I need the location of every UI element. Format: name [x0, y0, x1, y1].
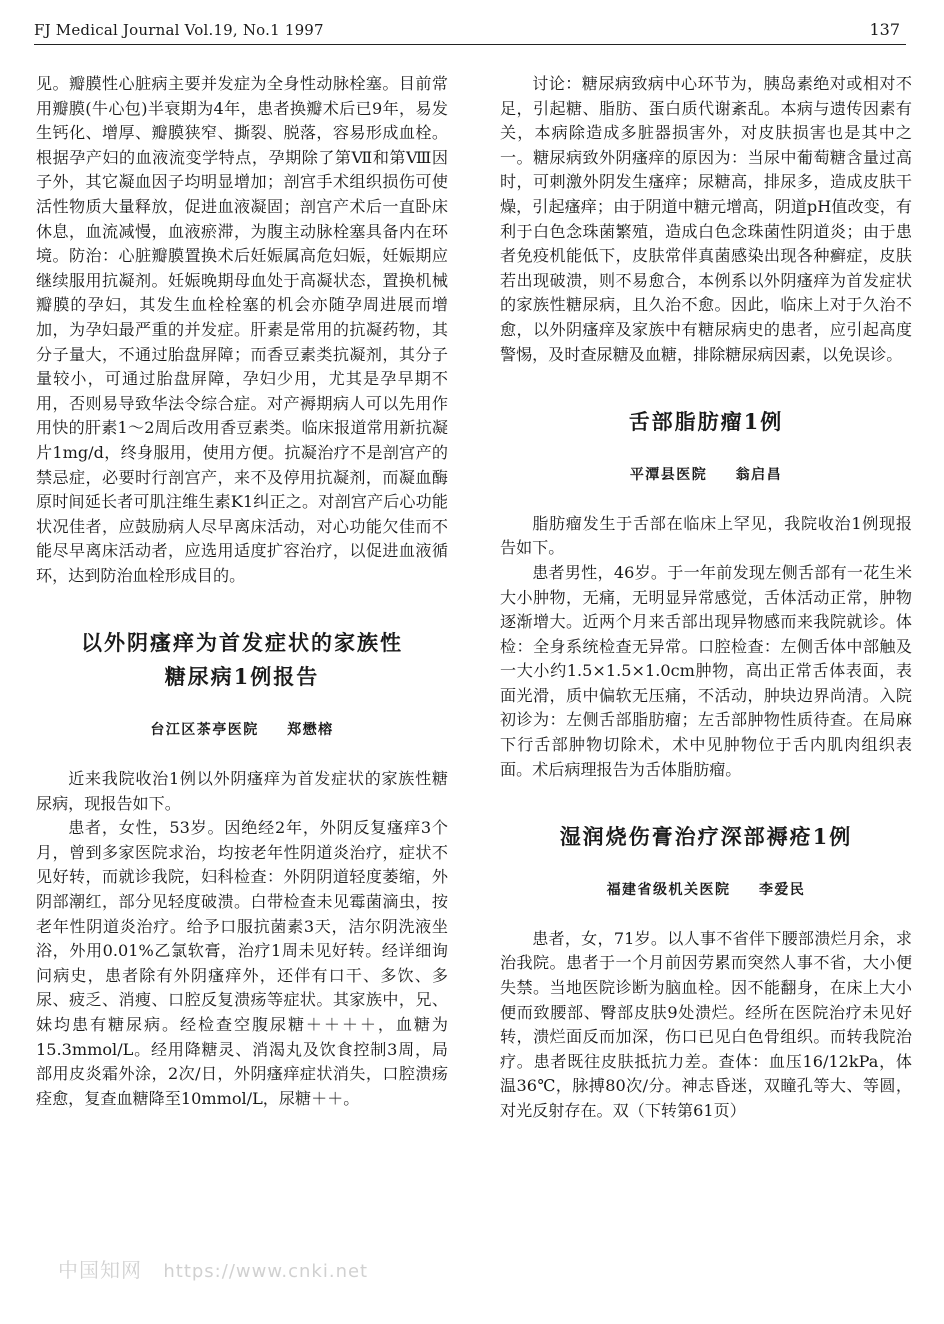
cnki-watermark: [58, 1254, 368, 1283]
left-column: [36, 72, 448, 1111]
discussion-paragraph: 讨论：糖尿病致病中心环节为，胰岛素绝对或相对不足，引起糖、脂肪、蛋白质代谢紊乱。本病与遗传因素有关，本病除造成多脏器损害外，对皮肤损害也是其中之一。糖尿病致外阴瘙痒的原因为：当尿中葡萄糖含量过高时，可刺激外阴发生瘙痒；尿糖高，排尿多，造成皮肤干燥，引起瘙痒；由于阴道中糖元增高，阴道pH值改变，有利于白色念珠菌繁殖，造成白色念珠菌性阴道炎；由于患者免疫机能低下，皮肤常伴真菌感染出现各种癣症，皮肤若出现破溃，则不易愈合，本例系以外阴瘙痒为首发症状的家族性糖尿病，且久治不愈。因此，临床上对于久治不愈，以外阴瘙痒及家族中有糖尿病史的患者，应引起高度警惕，及时查尿糖及血糖，排除糖尿病因素，以免误诊。: [500, 74, 912, 364]
article-paragraph: 近来我院收治1例以外阴瘙痒为首发症状的家族性糖尿病，现报告如下。: [36, 769, 448, 813]
hospital-name: 台江区茶亭医院: [150, 722, 259, 739]
author-name: 李爱民: [758, 882, 806, 899]
right-column: [500, 72, 912, 1124]
article-paragraph: 患者，女，71岁。以人事不省伴下腰部溃烂月余，求治我院。患者于一个月前因劳累而突然人事不省，大小便失禁。当地医院诊断为脑血栓。因不能翻身，在床上大小便而致腰部、臀部皮肤9处溃烂。经所在医院治疗未见好转，溃烂面反而加深，伤口已见白色骨组织。而转我院治疗。患者既往皮肤抵抗力差。查体：血压16/12kPa，体温36℃，脉搏80次/分。神志昏迷，双瞳孔等大、等圆，对光反射存在。双（下转第61页）: [500, 928, 912, 1120]
article-paragraph: 患者，女性，53岁。因绝经2年，外阴反复瘙痒3个月，曾到多家医院求治，均按老年性阴道炎治疗，症状不见好转，而就诊我院，妇科检查：外阴阴道轻度萎缩，外阴部潮红，部分见轻度破溃。白带检查未见霉菌滴虫，按老年性阴道炎治疗。给予口服抗菌素3天，洁尔阴洗液坐浴，外用0.01%乙氯软膏，治疗1周未见好转。经详细询问病史，患者除有外阴瘙痒外，还伴有口干、多饮、多尿、疲乏、消瘦、口腔反复溃疡等症状。其家族中，兄、妹均患有糖尿病。经检查空腹尿糖＋＋＋＋，血糖为15.3mmol/L。经用降糖灵、消渴丸及饮食控制3周，局部用皮炎霜外涂，2次/日，外阴瘙痒症状消失，口腔溃疡痊愈，复查血糖降至10mmol/L，尿糖＋＋。: [36, 818, 448, 1108]
article-paragraph: 脂肪瘤发生于舌部在临床上罕见，我院收治1例现报告如下。: [500, 513, 912, 558]
article-title-tongue-lipoma: 舌部脂肪瘤1例: [628, 409, 784, 435]
watermark-text: 中国知网: [58, 1258, 142, 1282]
page-number: 137: [869, 20, 900, 39]
journal-citation: FJ Medical Journal Vol.19, No.1 1997: [34, 21, 324, 39]
article-title-vulvar-pruritus-line1: 以外阴瘙痒为首发症状的家族性: [81, 630, 403, 656]
watermark-url: https://www.cnki.net: [163, 1261, 369, 1282]
article-title-vulvar-pruritus-line2: 糖尿病1例报告: [164, 664, 320, 690]
hospital-name: 福建省级机关医院: [606, 882, 731, 899]
article-title-pressure-sore: 湿润烧伤膏治疗深部褥疮1例: [559, 824, 853, 850]
article-byline: [500, 878, 912, 903]
article-paragraph: 患者男性，46岁。于一年前发现左侧舌部有一花生米大小肿物，无痛，无明显异常感觉，舌体活动正常，肿物逐渐增大。近两个月来舌部出现异物感而来我院就诊。体检：全身系统检查无异常。口腔检查：左侧舌体中部触及一大小约1.5×1.5×1.0cm肿物，高出正常舌体表面，表面光滑，质中偏软无压痛，不活动，肿块边界尚清。入院初诊为：左侧舌部脂肪瘤；左舌部肿物性质待查。在局麻下行舌部肿物切除术，术中见肿物位于舌内肌肉组织表面。术后病理报告为舌体脂肪瘤。: [500, 562, 912, 779]
page-header: [34, 16, 906, 45]
article-byline: [36, 718, 448, 743]
continued-paragraph: 见。瓣膜性心脏病主要并发症为全身性动脉栓塞。目前常用瓣膜(牛心包)半衰期为4年，患者换瓣术后已9年，易发生钙化、增厚、瓣膜狭窄、撕裂、脱落，容易形成血栓。根据孕产妇的血液流变学特点，孕期除了第Ⅶ和第Ⅷ因子外，其它凝血因子均明显增加；剖宫手术组织损伤可使活性物质大量释放，促进血液凝固；剖宫产术后一直卧床休息，血流减慢，血液瘀滞，为腹主动脉栓塞具备内在环境。防治：心脏瓣膜置换术后妊娠属高危妇娠，妊娠期应继续服用抗凝剂。妊娠晚期母血处于高凝状态，置换机械瓣膜的孕妇，其发生血栓栓塞的机会亦随孕周进展而增加，为孕妇最严重的并发症。肝素是常用的抗凝药物，其分子量大，不通过胎盘屏障；而香豆素类抗凝剂，其分子量较小，可通过胎盘屏障，孕妇少用，尤其是孕早期不用，否则易导致华法令综合症。对产褥期病人可以先用作用快的肝素1～2周后改用香豆素类。临床报道常用新抗凝片1mg/d，终身服用，使用方便。抗凝治疗不是剖宫产的禁忌症，必要时行剖宫产，来不及停用抗凝剂，而凝血酶原时间延长者可肌注维生素K1纠正之。对剖宫产后心功能状况佳者，应鼓励病人尽早离床活动，对心功能欠佳而不能尽早离床活动者，应选用适度扩容治疗，以促进血液循环，达到防治血栓形成目的。: [36, 74, 448, 585]
hospital-name: 平潭县医院: [629, 467, 708, 484]
article-byline: [500, 463, 912, 488]
author-name: 郑懋榕: [287, 722, 334, 739]
author-name: 翁启昌: [735, 467, 783, 484]
